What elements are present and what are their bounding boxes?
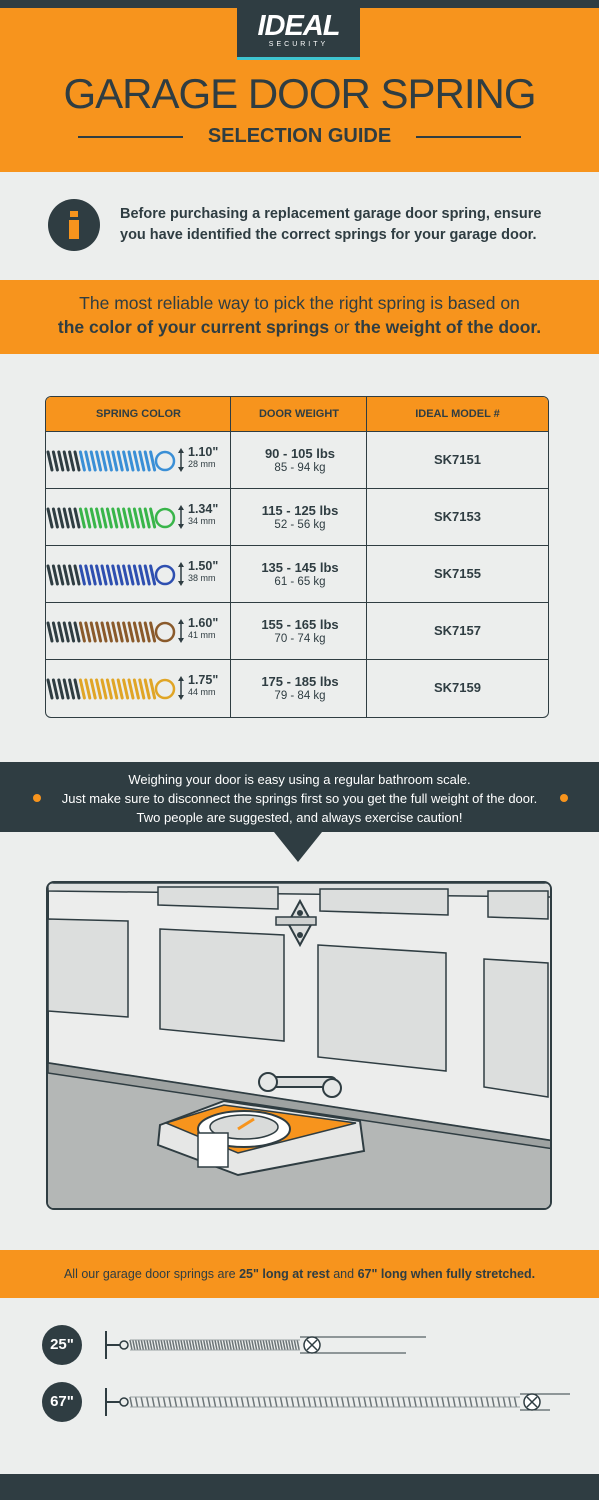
rest-length-badge: 25" <box>42 1325 82 1365</box>
bullet-dot <box>560 794 568 802</box>
intro-color-emphasis: the color of your current springs <box>57 317 330 337</box>
length-text-part2: and <box>329 1267 358 1281</box>
header-door-weight: DOOR WEIGHT <box>258 408 340 420</box>
weight-kg: 79 - 84 kg <box>274 690 326 702</box>
weight-kg: 85 - 94 kg <box>274 462 326 474</box>
length-text <box>0 1265 599 1283</box>
size-millimeters: 38 mm <box>188 573 216 583</box>
size-inches: 1.60" <box>188 616 219 630</box>
diameter-arrow-icon <box>177 505 185 529</box>
weighing-line-3: Two people are suggested, and always exercise caution! <box>136 810 463 825</box>
diameter-arrow-icon <box>177 619 185 643</box>
table-row <box>46 545 548 601</box>
subtitle-row <box>78 124 521 148</box>
logo-tagline: SECURITY <box>268 41 329 48</box>
spring-icon <box>46 563 176 587</box>
door-weight <box>232 617 368 647</box>
spring-icon <box>46 677 176 701</box>
size-inches: 1.34" <box>188 502 219 516</box>
spring-selection-table <box>45 396 549 718</box>
weight-kg: 70 - 74 kg <box>274 633 326 645</box>
size-millimeters: 28 mm <box>188 459 216 469</box>
intro-line-1: The most reliable way to pick the right spring is based on <box>79 293 520 313</box>
info-text: Before purchasing a replacement garage door spring, ensure you have identified the correct springs for your garage door. <box>120 206 542 243</box>
size-millimeters: 44 mm <box>188 687 216 697</box>
length-stretched-emphasis: 67" long when fully stretched. <box>357 1267 536 1281</box>
table-row <box>46 659 548 715</box>
size-inches: 1.50" <box>188 559 219 573</box>
door-weight <box>232 674 368 704</box>
spring-icon <box>46 620 176 644</box>
weighing-line-2: Just make sure to disconnect the springs first so you get the full weight of the door. <box>61 791 538 806</box>
bullet-dot <box>33 794 41 802</box>
header <box>0 8 599 172</box>
spring-icon <box>46 449 176 473</box>
model-number: SK7151 <box>434 452 481 467</box>
weight-kg: 61 - 65 kg <box>274 576 326 588</box>
door-weight <box>232 446 368 476</box>
size-millimeters: 34 mm <box>188 516 216 526</box>
pointer-arrow <box>274 832 322 862</box>
garage-door-scale-image <box>48 883 552 1210</box>
info-icon <box>48 199 100 251</box>
spring-icon <box>46 506 176 530</box>
model-number: SK7155 <box>434 566 481 581</box>
header-spring-color: SPRING COLOR <box>96 408 181 420</box>
weight-lbs: 135 - 145 lbs <box>261 560 339 575</box>
table-row <box>46 431 548 487</box>
door-weight <box>232 503 368 533</box>
stretched-spring-diagram <box>100 1382 575 1422</box>
intro-or: or <box>329 317 355 337</box>
intro-weight-emphasis: the weight of the door. <box>354 317 542 337</box>
table-row <box>46 602 548 658</box>
weight-lbs: 90 - 105 lbs <box>264 446 336 461</box>
logo-wordmark: IDEAL <box>257 10 340 42</box>
model-number: SK7159 <box>434 680 481 695</box>
model-number: SK7157 <box>434 623 481 638</box>
table-row <box>46 488 548 544</box>
column-divider <box>366 397 367 717</box>
page-title: GARAGE DOOR SPRING <box>63 70 536 117</box>
door-weighing-illustration <box>46 881 552 1210</box>
weighing-line-1: Weighing your door is easy using a regular bathroom scale. <box>128 772 471 787</box>
size-millimeters: 41 mm <box>188 630 216 640</box>
page-subtitle: SELECTION GUIDE <box>207 125 392 147</box>
size-inches: 1.10" <box>188 445 219 459</box>
weight-lbs: 155 - 165 lbs <box>261 617 339 632</box>
weight-lbs: 175 - 185 lbs <box>261 674 339 689</box>
diameter-arrow-icon <box>177 676 185 700</box>
intro-band <box>0 280 599 354</box>
intro-line-2 <box>0 315 599 339</box>
weighing-band <box>0 762 599 832</box>
length-text-part1: All our garage door springs are <box>63 1267 240 1281</box>
stretched-length-badge: 67" <box>42 1382 82 1422</box>
rest-spring-diagram <box>100 1325 430 1365</box>
column-divider <box>230 397 231 717</box>
info-section <box>0 172 599 280</box>
model-number: SK7153 <box>434 509 481 524</box>
diameter-arrow-icon <box>177 448 185 472</box>
ideal-security-logo <box>237 8 360 60</box>
diameter-arrow-icon <box>177 562 185 586</box>
subtitle-divider-right <box>416 136 521 138</box>
length-band <box>0 1250 599 1298</box>
bottom-bar <box>0 1474 599 1500</box>
top-bar <box>0 0 599 8</box>
weight-kg: 52 - 56 kg <box>274 519 326 531</box>
table-header <box>46 397 548 431</box>
weight-lbs: 115 - 125 lbs <box>261 503 339 518</box>
size-inches: 1.75" <box>188 673 219 687</box>
door-weight <box>232 560 368 590</box>
weighing-text <box>0 770 599 827</box>
header-model: IDEAL MODEL # <box>415 408 500 420</box>
length-rest-emphasis: 25" long at rest <box>239 1267 330 1281</box>
